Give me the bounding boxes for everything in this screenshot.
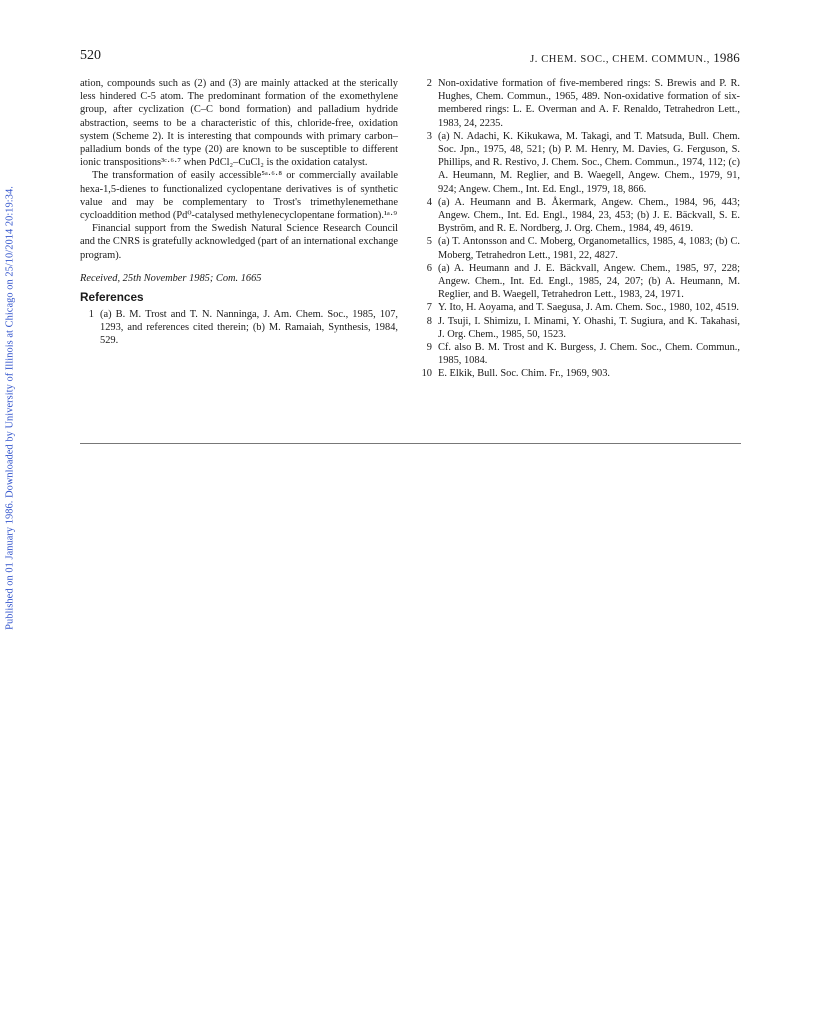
download-provenance-text: Published on 01 January 1986. Downloaded by University of Illinois at Chicago on 25/10/2014 20:19:34.	[4, 186, 16, 630]
received-date: Received, 25th November 1985; Com. 1665	[80, 272, 262, 284]
reference-number: 3	[426, 130, 432, 142]
reference-number: 4	[426, 196, 432, 208]
reference-number: 10	[421, 368, 432, 380]
reference-text: Cf. also B. M. Trost and K. Burgess, J. Chem. Soc., Chem. Commun., 1985, 1084.	[438, 342, 740, 367]
reference-item	[80, 308, 398, 348]
download-provenance-note	[3, 186, 17, 630]
reference-text: Non-oxidative formation of five-membered rings: S. Brewis and P. R. Hughes, Chem. Commun., 1965, 489. Non-oxidative formation of six-membered rings: L. E. Overman and A. F. Renaldo, Tetrahedron Lett., 1983, 24, 2235.	[438, 78, 740, 129]
reference-number: 7	[426, 302, 432, 314]
reference-item	[418, 130, 740, 196]
reference-number: 9	[426, 342, 432, 354]
reference-text: (a) A. Heumann and B. Åkermark, Angew. Chem., 1984, 96, 443; Angew. Chem., Int. Ed. Engl., 1984, 23, 453; (b) J. E. Bäckvall, S. E. Byström, and R. E. Nordberg, J. Org. Chem., 1984, 49, 4619.	[438, 196, 740, 235]
reference-item	[418, 341, 740, 367]
reference-item	[418, 235, 740, 261]
reference-item	[418, 367, 740, 380]
reference-text: (a) T. Antonsson and C. Moberg, Organometallics, 1985, 4, 1083; (b) C. Moberg, Tetrahedron Lett., 1981, 22, 4827.	[438, 236, 740, 261]
reference-number: 5	[426, 236, 432, 248]
reference-text: Y. Ito, H. Aoyama, and T. Saegusa, J. Am. Chem. Soc., 1980, 102, 4519.	[438, 302, 740, 314]
right-column	[418, 77, 740, 381]
journal-year: 1986	[713, 50, 740, 65]
reference-item	[418, 301, 740, 314]
reference-text: (a) N. Adachi, K. Kikukawa, M. Takagi, and T. Matsuda, Bull. Chem. Soc. Jpn., 1975, 48, 521; (b) P. M. Henry, M. Davies, G. Ferguson, S. Phillips, and R. Restivo, J. Chem. Soc., Chem. Commun., 1974, 112; (c) A. Heumann, M. Reglier, and B. Waegell, Angew. Chem., 1979, 91, 924; Angew. Chem., Int. Ed. Engl., 1979, 18, 866.	[438, 130, 740, 195]
reference-item	[418, 262, 740, 302]
running-head	[530, 50, 740, 66]
reference-number: 1	[88, 309, 94, 321]
reference-item	[418, 315, 740, 341]
reference-text: J. Tsuji, I. Shimizu, I. Minami, Y. Ohashi, T. Sugiura, and K. Takahasi, J. Org. Chem., 1985, 50, 1523.	[438, 315, 740, 340]
page-number: 520	[80, 48, 101, 63]
reference-number: 8	[426, 315, 432, 327]
reference-number: 6	[426, 262, 432, 274]
left-column	[80, 77, 398, 348]
body-paragraph: The transformation of easily accessible⁵ᵃ·⁶·⁸ or commercially available hexa-1,5-dienes to functionalized cyclopentane derivatives is of synthetic value and may be complementary to Trost's trimethylenemethane cycloaddition method (Pd⁰-catalysed methylenecyclopentane formation).¹ᵃ·⁹	[80, 170, 398, 222]
journal-title: J. CHEM. SOC., CHEM. COMMUN.,	[530, 54, 710, 65]
reference-text: (a) A. Heumann and J. E. Bäckvall, Angew. Chem., 1985, 97, 228; Angew. Chem., Int. Ed. Engl., 1985, 24, 207; (b) A. Heumann, M. Reglier, and B. Waegell, Tetrahedron Lett., 1983, 24, 1971.	[438, 262, 740, 301]
body-paragraph: ation, compounds such as (2) and (3) are mainly attacked at the sterically less hindered C-5 atom. The predominant formation of the exomethylene group, after cyclization (C–C bond formation) and palladium hydride abstraction, seems to be a characteristic of this, chloride-free, oxidation system (Scheme 2). It is interesting that compounds with primary carbon–palladium bonds of the type (20) are known to be susceptible to different ionic transpositions³ᶜ·⁶·⁷ when PdCl₂–CuCl₂ is the oxidation catalyst.	[80, 78, 398, 169]
reference-item	[418, 77, 740, 130]
reference-number: 2	[426, 78, 432, 89]
acknowledgement-paragraph: Financial support from the Swedish Natural Science Research Council and the CNRS is gratefully acknowledged (part of an international exchange program).	[80, 223, 398, 261]
reference-item	[418, 196, 740, 236]
page-divider-rule	[80, 443, 741, 444]
reference-text: (a) B. M. Trost and T. N. Nanninga, J. Am. Chem. Soc., 1985, 107, 1293, and references cited therein; (b) M. Ramaiah, Synthesis, 1984, 529.	[100, 309, 398, 347]
references-heading: References	[80, 290, 144, 305]
reference-text: E. Elkik, Bull. Soc. Chim. Fr., 1969, 903.	[438, 368, 611, 380]
